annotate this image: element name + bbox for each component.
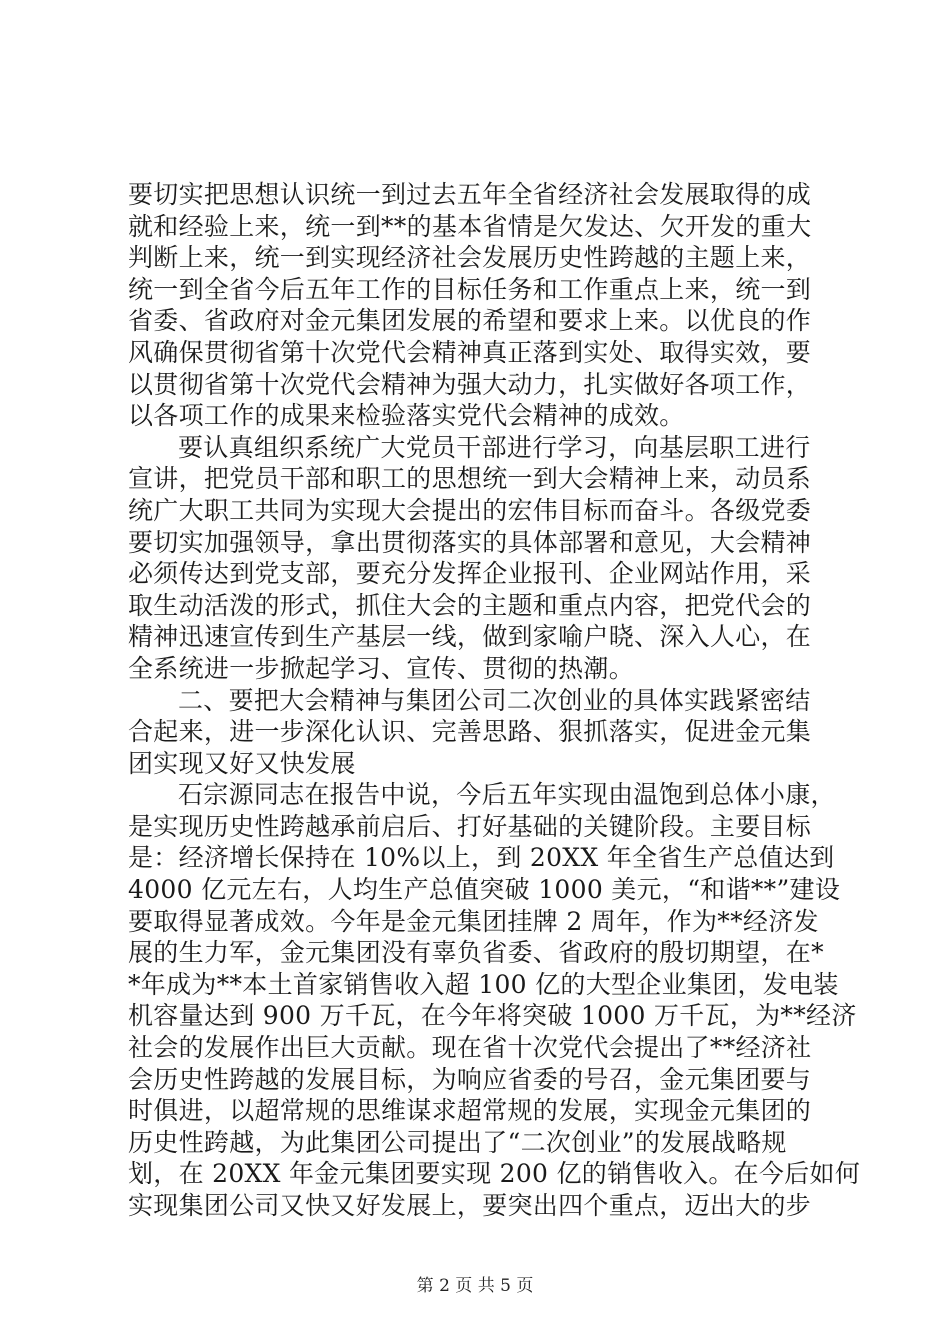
document-body [128, 179, 861, 1222]
text-line: 历史性跨越，为此集团公司提出了“二次创业”的发展战略规 [128, 1127, 787, 1157]
text-line: 判断上来，统一到实现经济社会发展历史性跨越的主题上来， [128, 243, 812, 273]
text-line: 精神迅速宣传到生产基层一线，做到家喻户晓、深入人心，在 [128, 622, 812, 652]
text-line: 实现集团公司又快又好发展上，要突出四个重点，迈出大的步 [128, 1191, 812, 1220]
text-line: 统一到全省今后五年工作的目标任务和工作重点上来，统一到 [128, 274, 812, 304]
section-heading-line: 二、要把大会精神与集团公司二次创业的具体实践紧密结 [178, 685, 811, 715]
text-line: 全系统进一步掀起学习、宣传、贯彻的热潮。 [128, 653, 635, 683]
text-line: 是：经济增长保持在 10%以上，到 20XX 年全省生产总值达到 [128, 843, 835, 873]
text-line: 以贯彻省第十次党代会精神为强大动力，扎实做好各项工作， [128, 369, 812, 399]
text-line: 机容量达到 900 万千瓦，在今年将突破 1000 万千瓦，为**经济 [128, 1001, 857, 1031]
text-line: 风确保贯彻省第十次党代会精神真正落到实处、取得实效，要 [128, 337, 812, 367]
text-line: *年成为**本土首家销售收入超 100 亿的大型企业集团，发电装 [128, 969, 839, 999]
text-line: 就和经验上来，统一到**的基本省情是欠发达、欠开发的重大 [128, 211, 812, 241]
text-line: 统广大职工共同为实现大会提出的宏伟目标而奋斗。各级党委 [128, 495, 812, 525]
text-line: 展的生力军，金元集团没有辜负省委、省政府的殷切期望，在* [128, 938, 824, 968]
section-heading-line: 团实现又好又快发展 [128, 748, 356, 778]
paragraph-start-line: 石宗源同志在报告中说，今后五年实现由温饱到总体小康， [178, 780, 836, 810]
page-number-footer: 第 2 页 共 5 页 [416, 1276, 534, 1296]
text-line: 会历史性跨越的发展目标，为响应省委的号召，金元集团要与 [128, 1064, 812, 1094]
text-line: 4000 亿元左右，人均生产总值突破 1000 美元，“和谐**”建设 [128, 875, 841, 905]
text-line: 要取得显著成效。今年是金元集团挂牌 2 周年，作为**经济发 [128, 906, 819, 936]
text-line: 宣讲，把党员干部和职工的思想统一到大会精神上来，动员系 [128, 464, 812, 494]
text-line: 时俱进，以超常规的思维谋求超常规的发展，实现金元集团的 [128, 1096, 812, 1126]
text-line: 是实现历史性跨越承前启后、打好基础的关键阶段。主要目标 [128, 811, 812, 841]
text-line: 要切实把思想认识统一到过去五年全省经济社会发展取得的成 [128, 180, 812, 209]
text-line: 要切实加强领导，拿出贯彻落实的具体部署和意见，大会精神 [128, 527, 812, 557]
text-line: 取生动活泼的形式，抓住大会的主题和重点内容，把党代会的 [128, 590, 812, 620]
text-line: 以各项工作的成果来检验落实党代会精神的成效。 [128, 401, 685, 431]
text-line: 社会的发展作出巨大贡献。现在省十次党代会提出了**经济社 [128, 1033, 812, 1063]
text-line: 划，在 20XX 年金元集团要实现 200 亿的销售收入。在今后如何 [128, 1159, 861, 1189]
section-heading-line: 合起来，进一步深化认识、完善思路、狠抓落实，促进金元集 [128, 717, 812, 747]
text-line: 省委、省政府对金元集团发展的希望和要求上来。以优良的作 [128, 306, 812, 336]
text-line: 必须传达到党支部，要充分发挥企业报刊、企业网站作用，采 [128, 559, 812, 589]
paragraph-start-line: 要认真组织系统广大党员干部进行学习，向基层职工进行 [178, 432, 811, 462]
